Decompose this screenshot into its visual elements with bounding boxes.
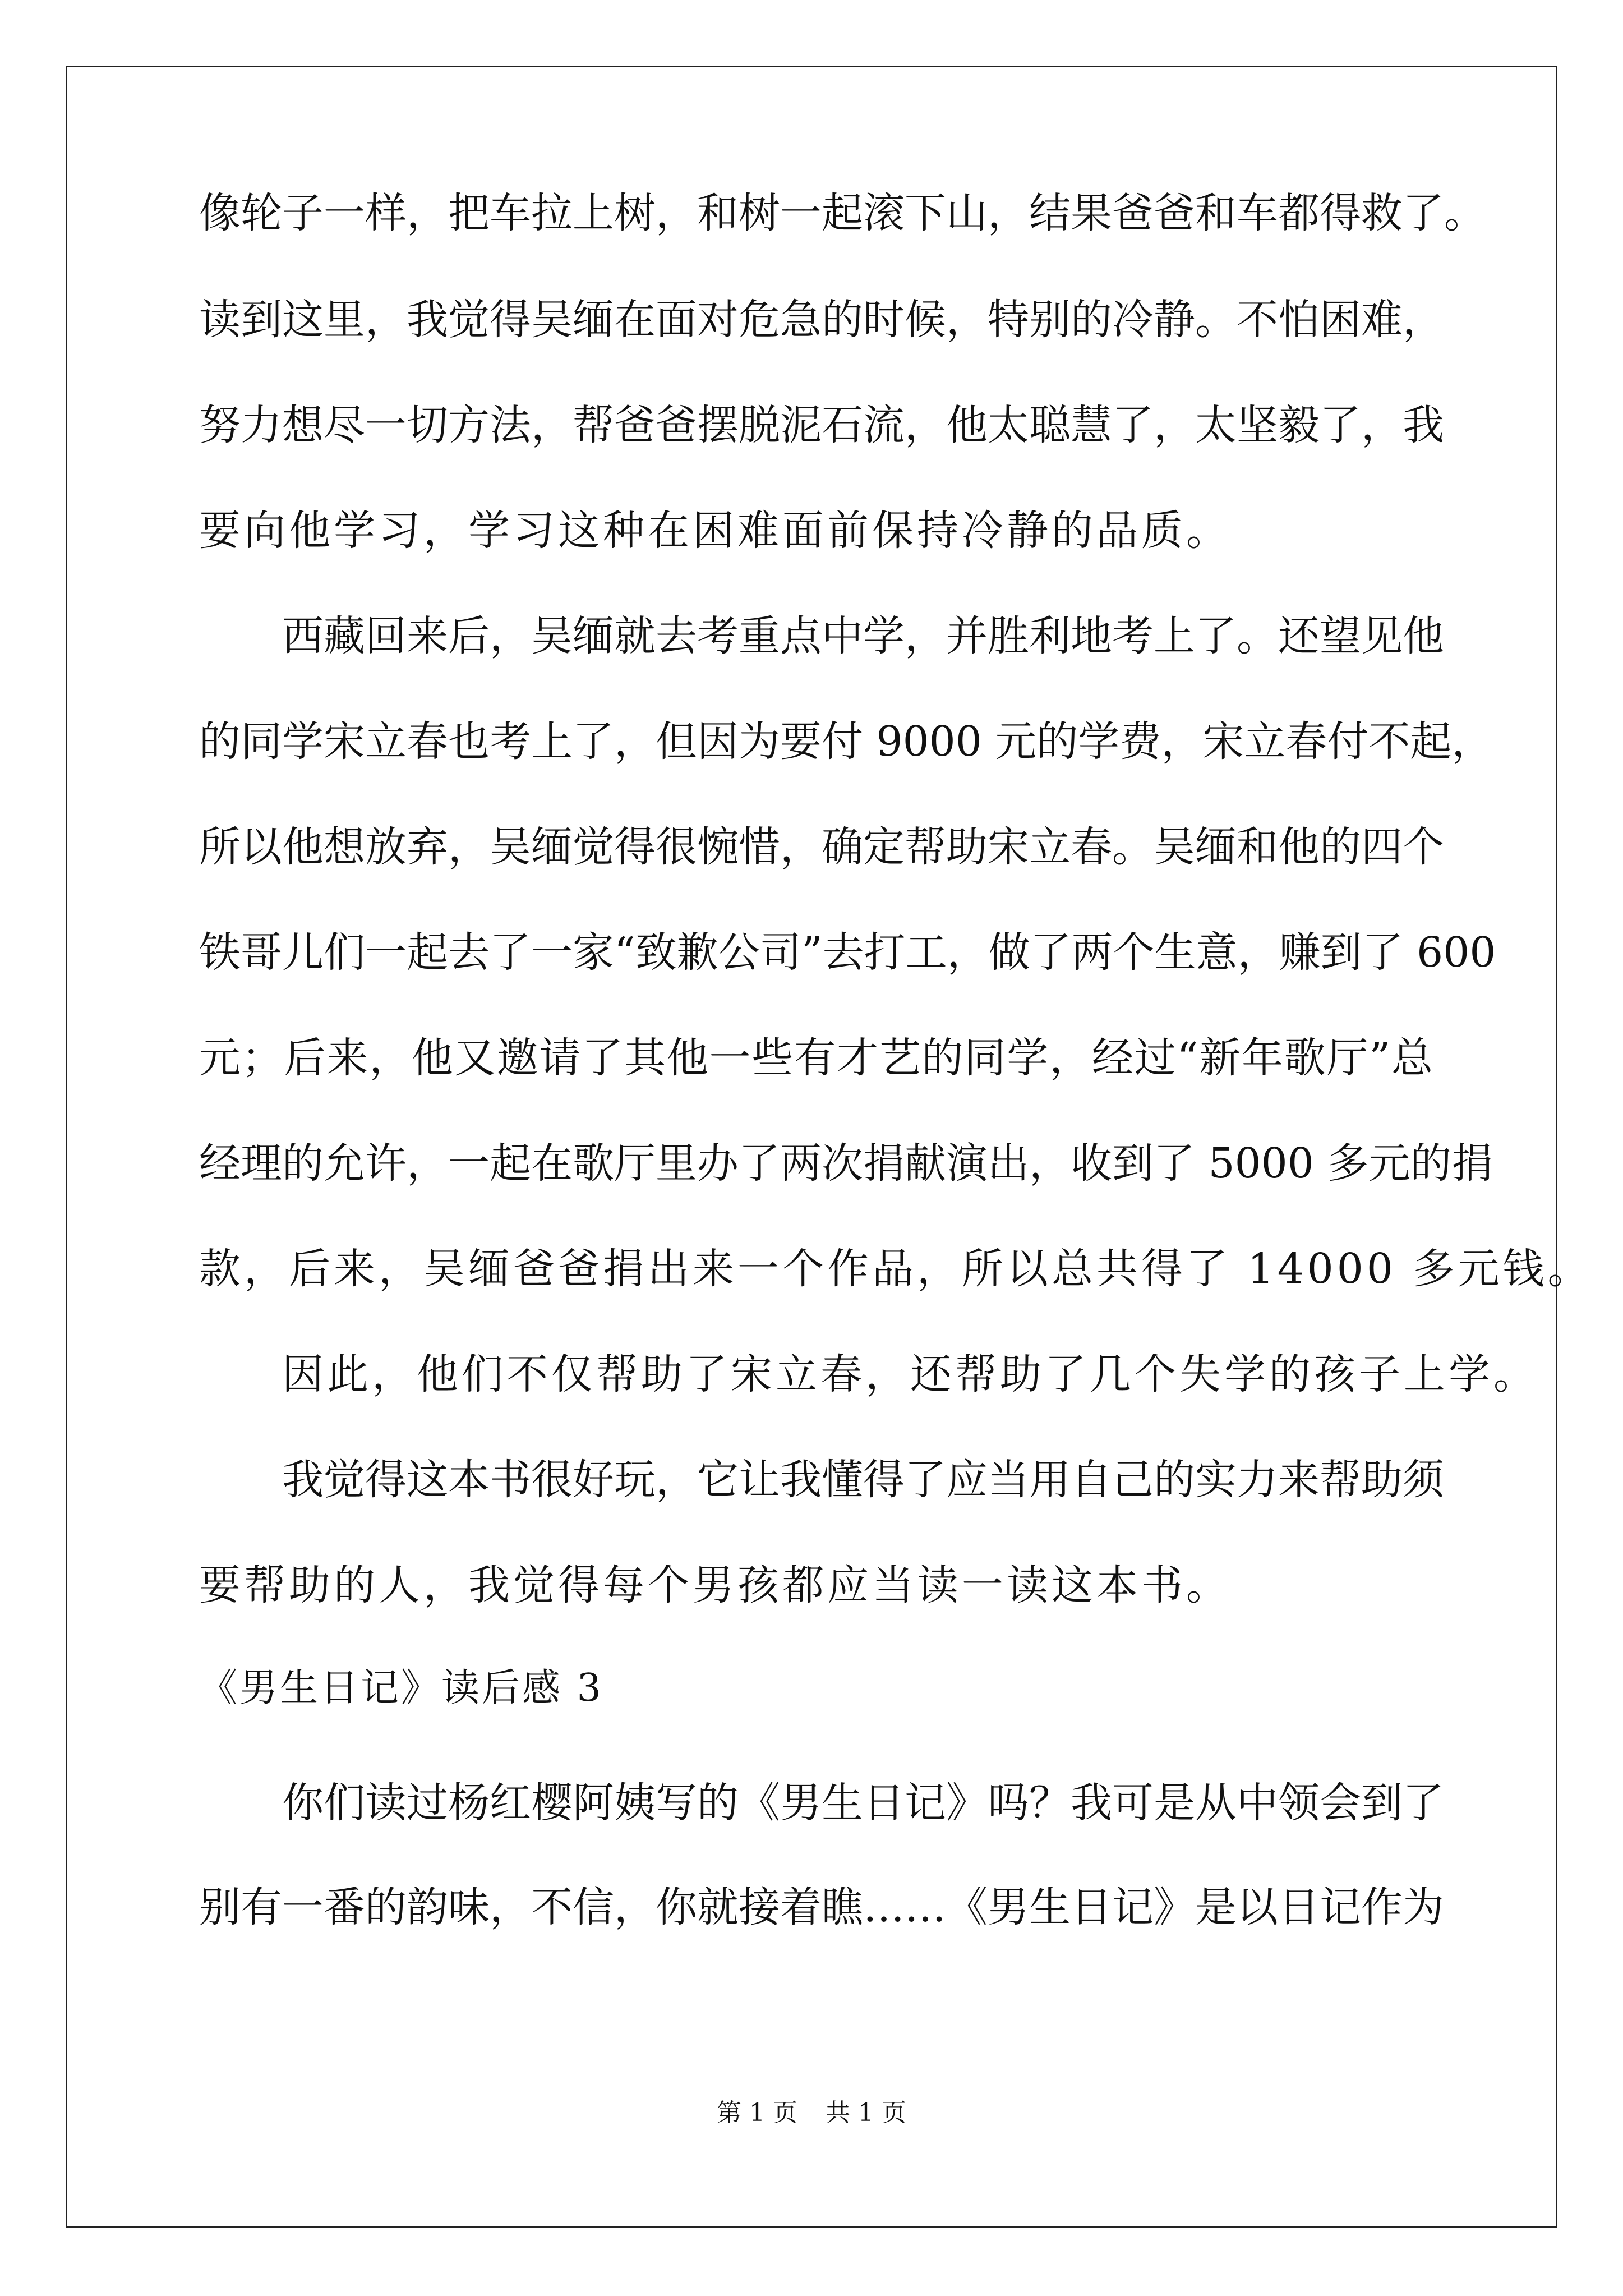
text-line: 我觉得这本书很好玩，它让我懂得了应当用自己的实力来帮助须 [282,1456,1444,1504]
text-line: 经理的允许，一起在歌厅里办了两次捐献演出，收到了 5000 多元的捐 [199,1139,1493,1188]
page-number-current: 第 1 页 [717,2099,797,2127]
section-heading: 《男生日记》读后感 3 [199,1666,603,1710]
text-line: 铁哥儿们一起去了一家“致歉公司”去打工，做了两个生意，赚到了 600 [199,928,1496,977]
text-line: 元；后来，他又邀请了其他一些有才艺的同学，经过“新年歌厅”总 [199,1034,1433,1082]
text-line: 的同学宋立春也考上了，但因为要付 9000 元的学费，宋立春付不起， [199,717,1493,766]
text-line: 所以他想放弃，吴缅觉得很惋惜，确定帮助宋立春。吴缅和他的四个 [199,823,1444,871]
text-line: 读到这里，我觉得吴缅在面对危急的时候，特别的冷静。不怕困难， [199,296,1444,344]
text-line: 努力想尽一切方法，帮爸爸摆脱泥石流，他太聪慧了，太坚毅了，我 [199,401,1444,449]
text-line: 要帮助的人，我觉得每个男孩都应当读一读这本书。 [199,1561,1231,1609]
text-line: 款，后来，吴缅爸爸捐出来一个作品，所以总共得了 14000 多元钱。 [199,1245,1593,1293]
text-line: 要向他学习，学习这种在困难面前保持冷静的品质。 [199,507,1231,555]
text-line: 别有一番的韵味，不信，你就接着瞧……《男生日记》是以日记作为 [199,1883,1444,1931]
text-line: 你们读过杨红樱阿姨写的《男生日记》吗？我可是从中领会到了 [282,1779,1444,1827]
page-number-total: 共 1 页 [826,2099,906,2127]
page-footer [0,2096,1623,2130]
text-line: 像轮子一样，把车拉上树，和树一起滚下山，结果爸爸和车都得救了。 [199,189,1486,237]
text-line: 西藏回来后，吴缅就去考重点中学，并胜利地考上了。还望见他 [282,612,1444,660]
text-line: 因此，他们不仅帮助了宋立春，还帮助了几个失学的孩子上学。 [282,1350,1538,1398]
